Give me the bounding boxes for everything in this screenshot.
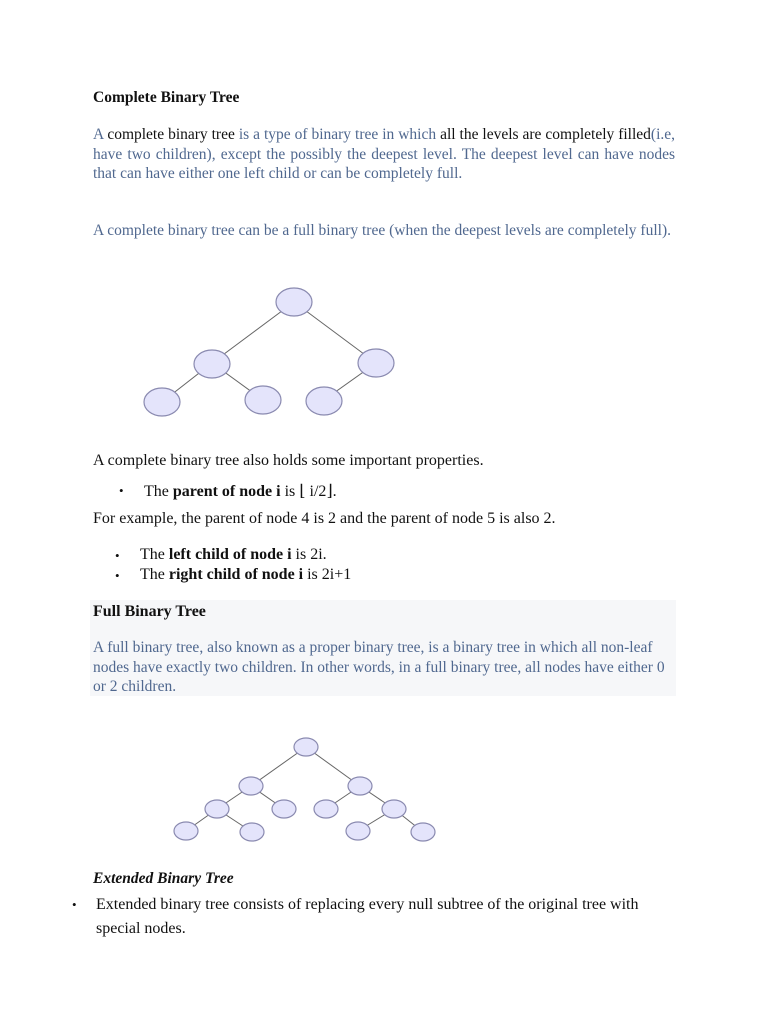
tree-node <box>348 777 372 795</box>
complete-tree-note: A complete binary tree can be a full binary tree (when the deepest levels are completely full). <box>93 222 671 239</box>
tree-node <box>144 388 180 416</box>
property-parent <box>144 481 337 501</box>
bullet-dot: • <box>115 568 120 583</box>
complete-tree-diagram <box>130 280 410 420</box>
tree-node <box>306 387 342 415</box>
extended-tree-definition: Extended binary tree consists of replacing every null subtree of the original tree with special nodes. <box>96 896 639 937</box>
prop-pre: The <box>144 483 169 500</box>
bullet-dot: • <box>115 548 120 563</box>
prop-bold: parent of node i <box>172 483 281 500</box>
prop-pre: The <box>140 566 165 583</box>
tree-node <box>382 800 406 818</box>
tree-node <box>194 350 230 378</box>
prop-bold: right child of node i <box>168 566 304 583</box>
parent-example: For example, the parent of node 4 is 2 and the parent of node 5 is also 2. <box>93 510 556 527</box>
tree-node <box>346 822 370 840</box>
tree-node <box>276 288 312 316</box>
def-part-b: complete binary tree <box>107 126 235 143</box>
properties-intro: A complete binary tree also holds some important properties. <box>93 452 484 469</box>
prop-post: is 2i+1 <box>307 566 352 583</box>
full-tree-heading: Full Binary Tree <box>93 603 206 620</box>
def-part-e: (i.e, have two children), except the possibly the deepest level. The deepest level can have nodes that can have either one left child or can be completely full. <box>93 126 676 182</box>
prop-pre: The <box>140 546 165 563</box>
tree-node <box>239 777 263 795</box>
prop-bold: left child of node i <box>168 546 292 563</box>
bullet-dot: • <box>72 897 77 912</box>
property-right-child <box>140 566 351 584</box>
tree-node <box>174 822 198 840</box>
full-tree-section <box>90 600 676 696</box>
def-part-c: is a type of binary tree in which <box>238 126 437 143</box>
complete-tree-heading: Complete Binary Tree <box>93 89 240 106</box>
tree-node <box>205 800 229 818</box>
bullet-dot: • <box>119 483 124 498</box>
tree-node <box>314 800 338 818</box>
tree-node <box>294 738 318 756</box>
tree-node <box>245 386 281 414</box>
full-tree-diagram <box>165 730 445 845</box>
tree-node <box>240 823 264 841</box>
tree-node <box>358 349 394 377</box>
full-tree-definition: A full binary tree, also known as a proper binary tree, is a binary tree in which all non-leaf nodes have exactly two children. In other words, in a full binary tree, all nodes have either 0 or 2 children. <box>93 639 665 695</box>
prop-post: is ⌊ i/2⌋. <box>284 483 337 500</box>
property-left-child <box>140 546 327 564</box>
def-part-d: all the levels are completely filled <box>440 126 651 143</box>
prop-post: is 2i. <box>295 546 327 563</box>
extended-tree-heading: Extended Binary Tree <box>93 870 234 887</box>
def-part-a: A <box>93 126 104 143</box>
tree-node <box>272 800 296 818</box>
tree-node <box>411 823 435 841</box>
complete-tree-definition <box>93 125 675 184</box>
